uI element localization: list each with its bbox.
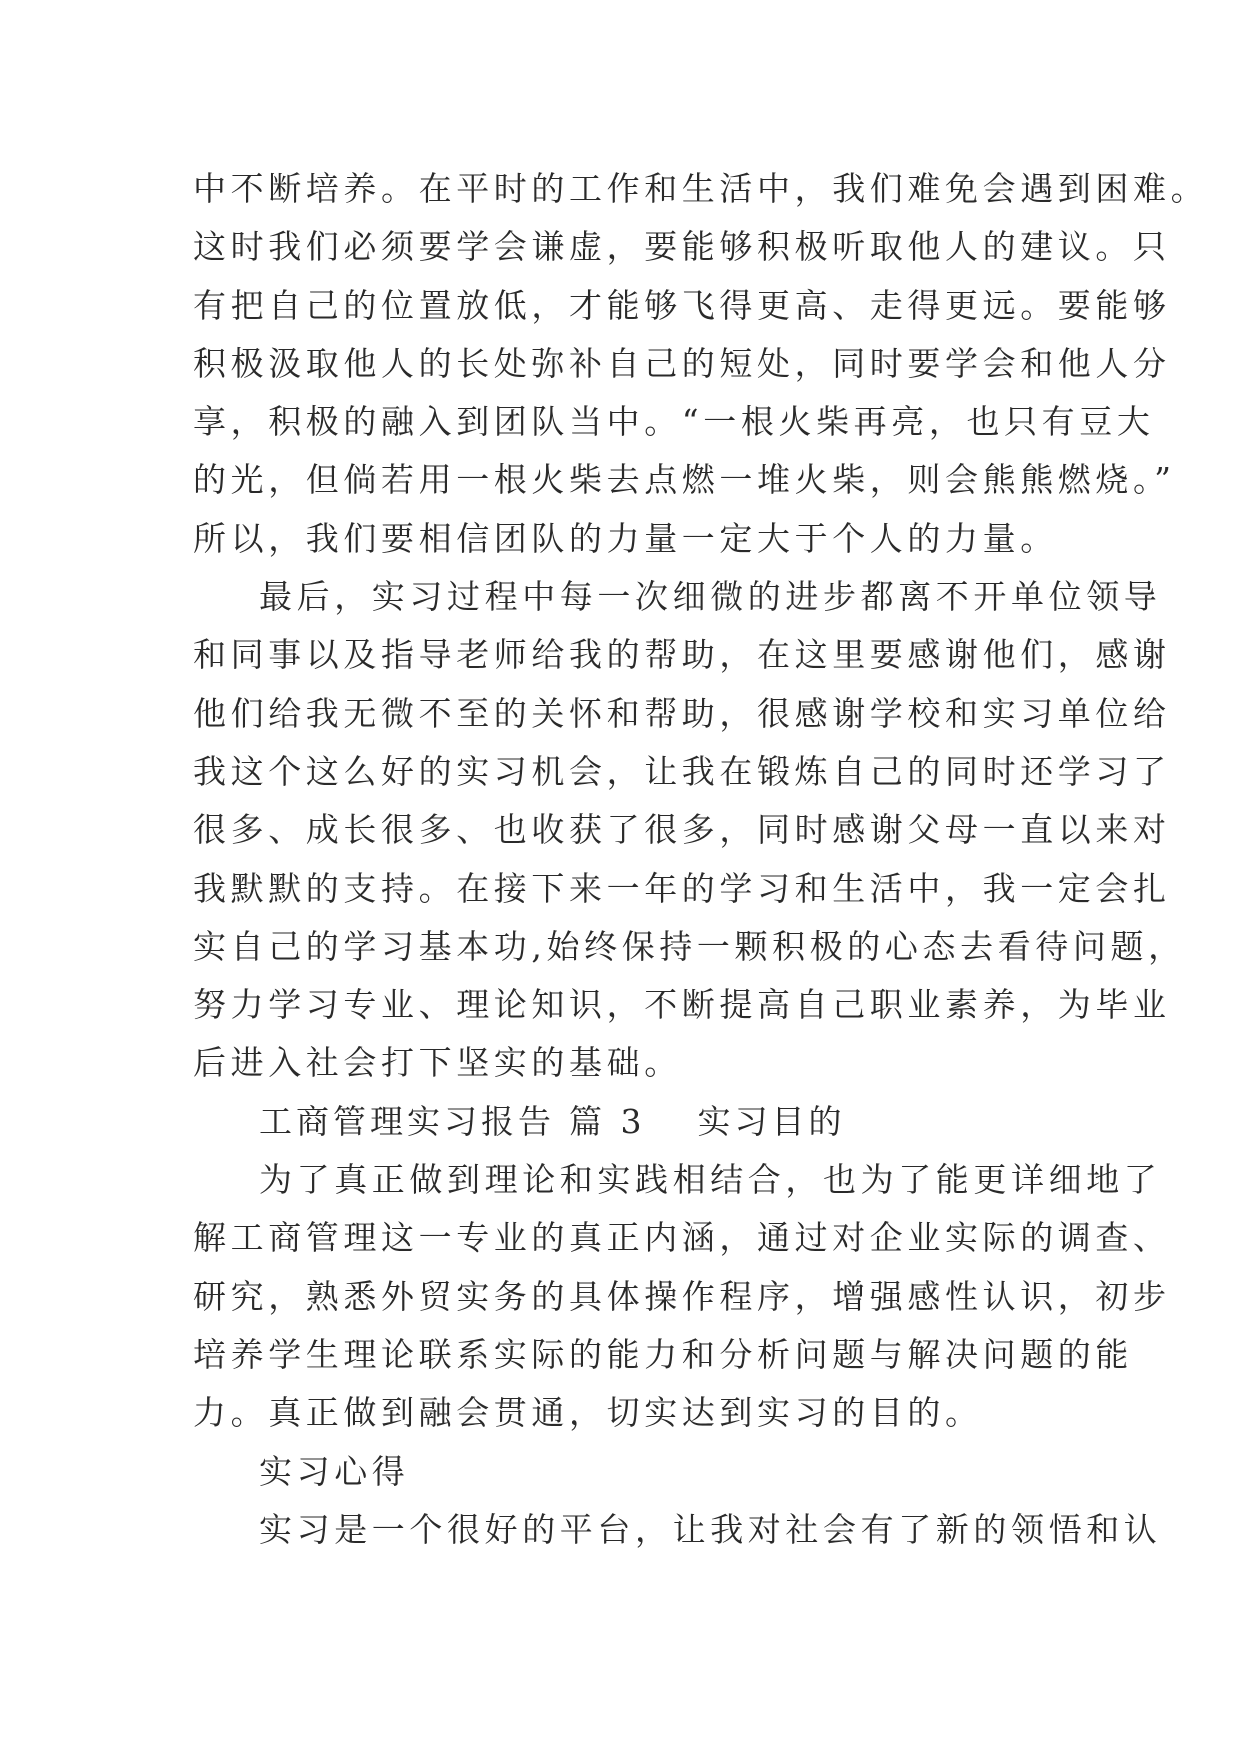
section-heading-subtitle: 实习目的 [697,1101,846,1141]
text-line: 培养学生理论联系实际的能力和分析问题与解决问题的能 [193,1334,1133,1374]
text-line: 积极汲取他人的长处弥补自己的短处，同时要学会和他人分 [193,343,1171,383]
text-line: 实自己的学习基本功,始终保持一颗积极的心态去看待问题， [193,926,1186,966]
paragraph-experience [193,1501,1162,1559]
text-line: 最后，实习过程中每一次细微的进步都离不开单位领导 [259,577,1162,617]
text-line: 后进入社会打下坚实的基础。 [193,1043,682,1083]
text-line: 所以，我们要相信团队的力量一定大于个人的力量。 [193,518,1058,558]
paragraph-continuation [193,160,1209,568]
subheading-experience: 实习心得 [259,1451,410,1491]
section-heading-title: 工商管理实习报告 [259,1101,555,1141]
text-line: 我默默的支持。在接下来一年的学习和生活中，我一定会扎 [193,868,1171,908]
text-line: 研究，熟悉外贸实务的具体操作程序，增强感性认识，初步 [193,1276,1171,1316]
text-line: 和同事以及指导老师给我的帮助，在这里要感谢他们，感谢 [193,635,1171,675]
text-line: 努力学习专业、理论知识，不断提高自己职业素养，为毕业 [193,985,1171,1025]
text-line: 这时我们必须要学会谦虚，要能够积极听取他人的建议。只 [193,227,1171,267]
text-line: 很多、成长很多、也收获了很多，同时感谢父母一直以来对 [193,810,1171,850]
section-heading-part: 篇 3 [569,1101,646,1141]
document-body [193,160,1209,1559]
text-line: 力。真正做到融会贯通，切实达到实习的目的。 [193,1393,983,1433]
section-heading [193,1093,1053,1151]
text-line: 为了真正做到理论和实践相结合，也为了能更详细地了 [259,1160,1162,1200]
text-line: 中不断培养。在平时的工作和生活中，我们难免会遇到困难。 [193,169,1209,208]
text-line: 我这个这么好的实习机会，让我在锻炼自己的同时还学习了 [193,751,1171,791]
text-line: 有把自己的位置放低，才能够飞得更高、走得更远。要能够 [193,285,1171,325]
text-line: 解工商管理这一专业的真正内涵，通过对企业实际的调查、 [193,1218,1171,1258]
text-line: 享，积极的融入到团队当中。“一根火柴再亮，也只有豆大 [193,402,1155,442]
text-line: 的光，但倘若用一根火柴去点燃一堆火柴，则会熊熊燃烧。” [193,460,1176,500]
text-line: 实习是一个很好的平台，让我对社会有了新的领悟和认 [259,1509,1162,1549]
paragraph-thanks [193,568,1186,1093]
text-line: 他们给我无微不至的关怀和帮助，很感谢学校和实习单位给 [193,693,1171,733]
paragraph-purpose [193,1151,1171,1442]
